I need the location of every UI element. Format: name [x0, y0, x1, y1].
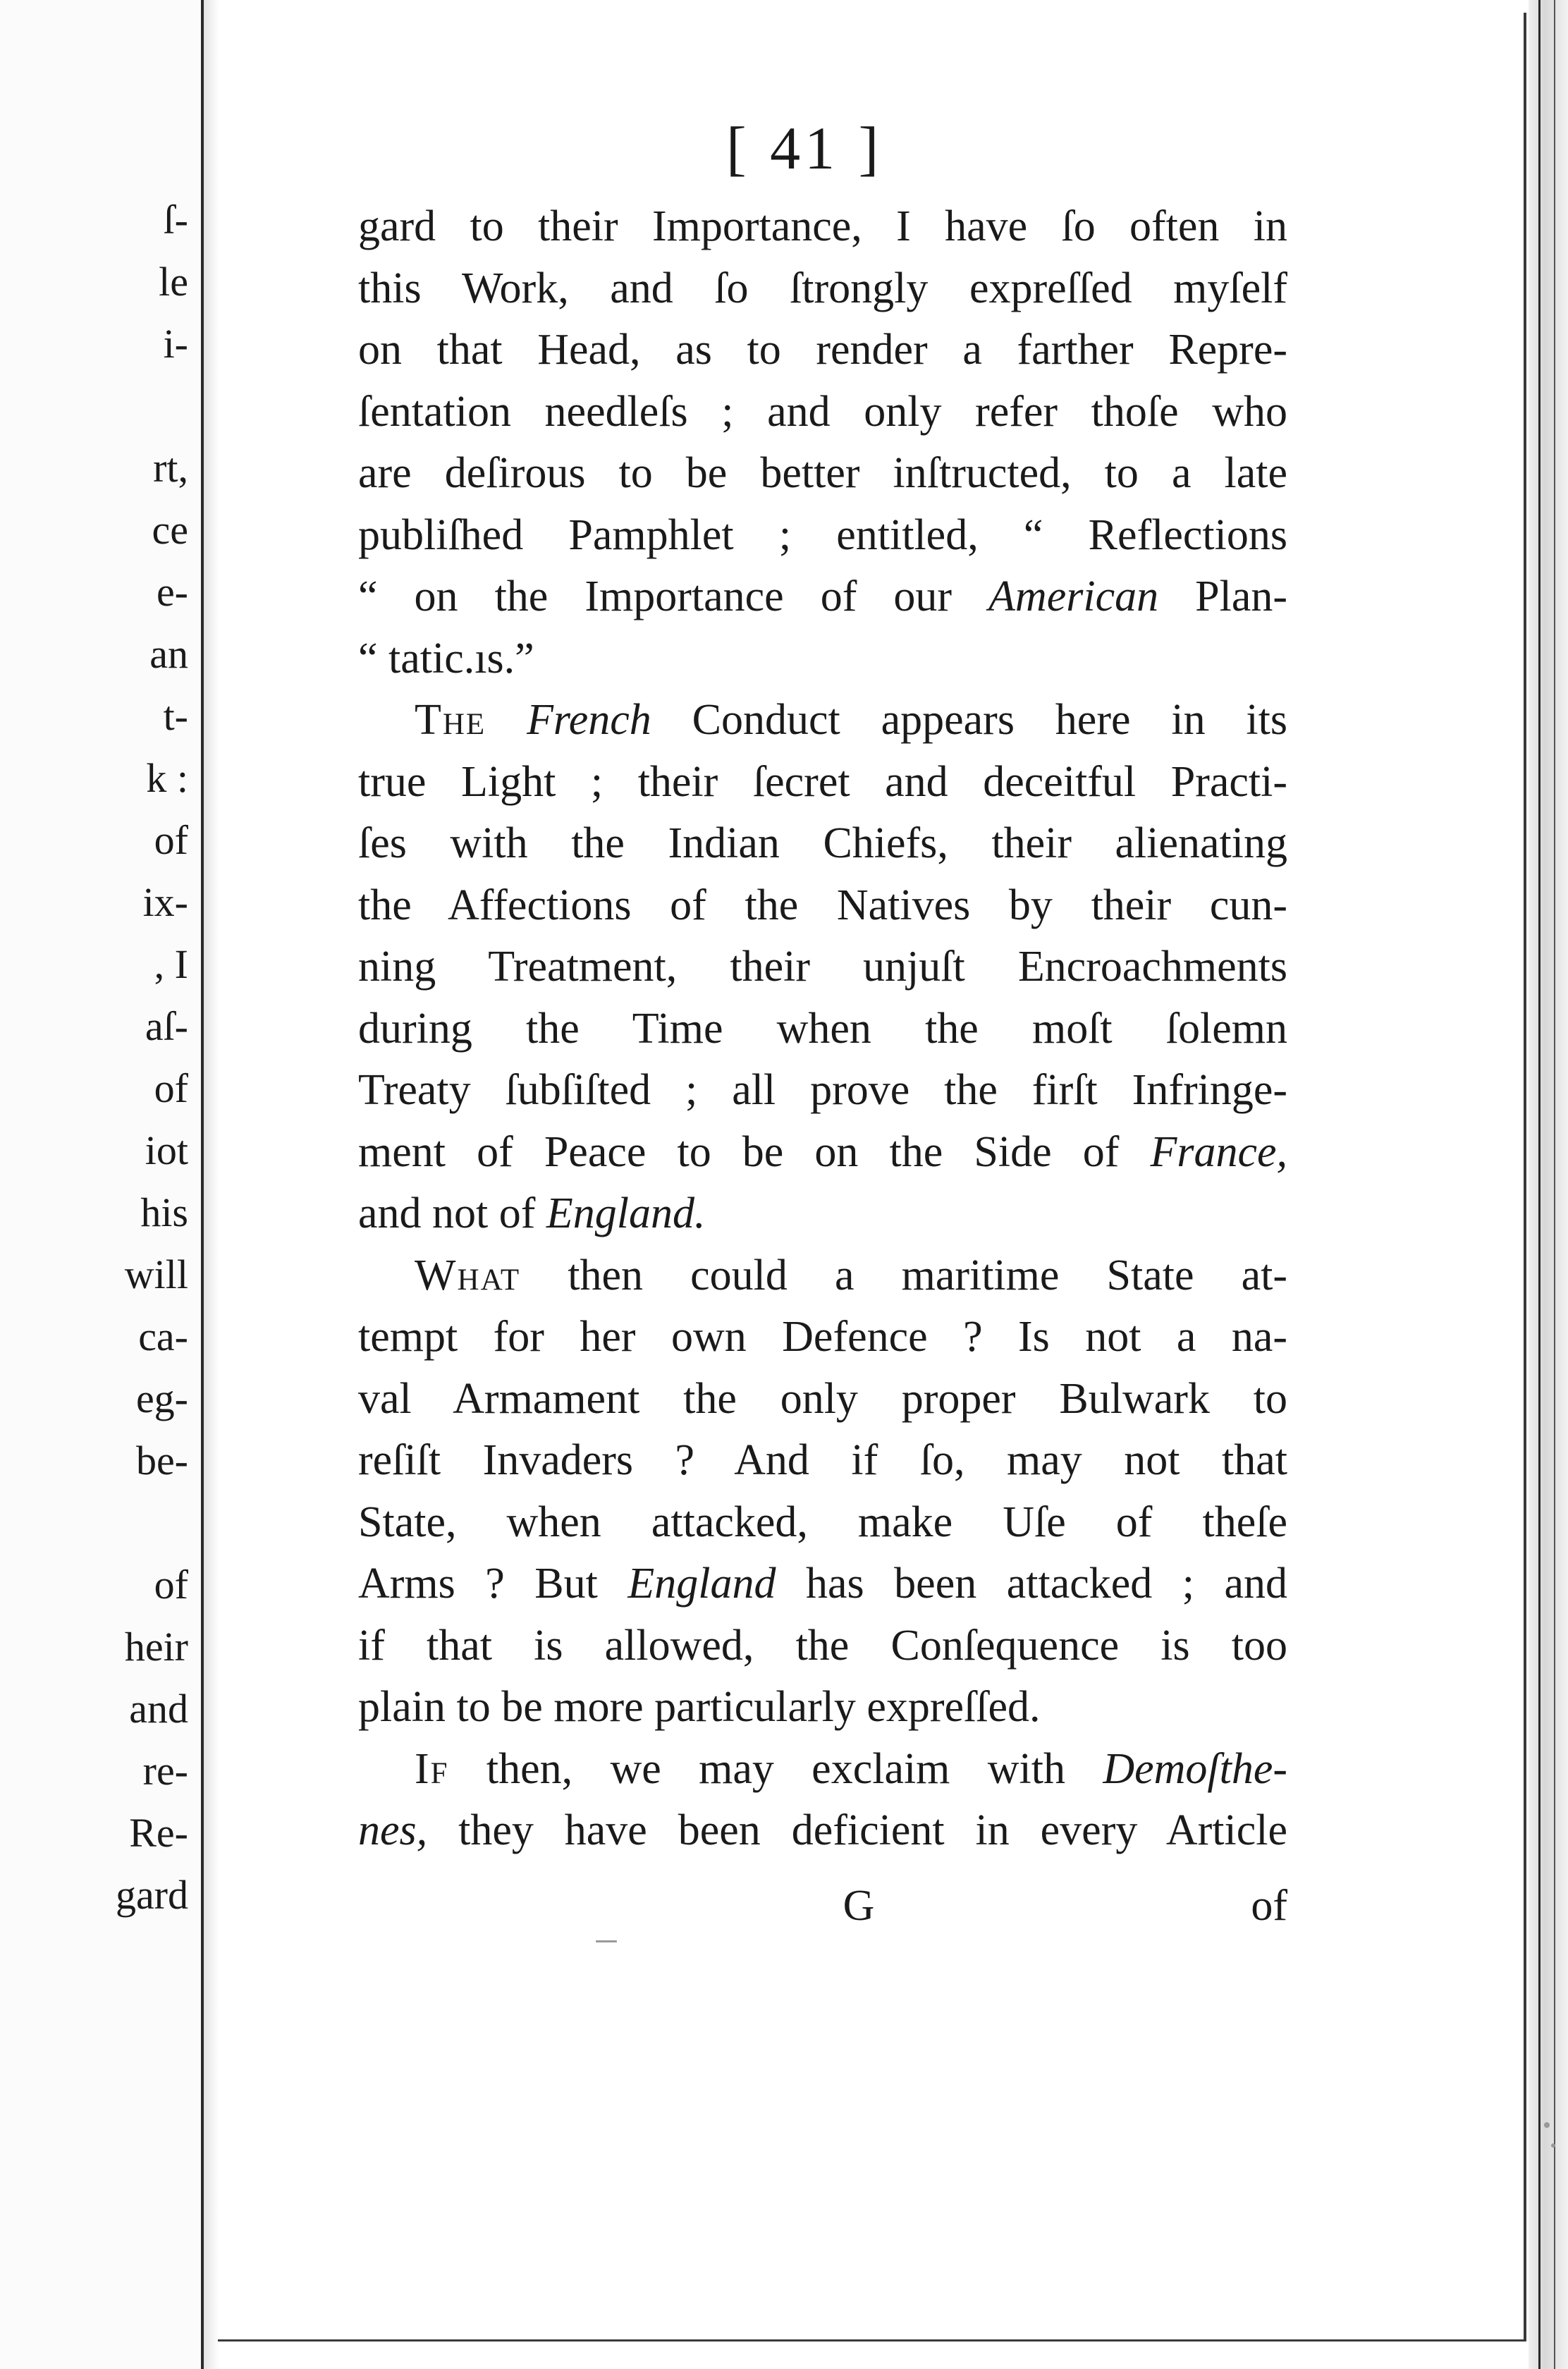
paper-mark — [596, 1940, 617, 1942]
facing-page-text — [5, 189, 188, 1926]
gutter-shadow — [204, 0, 219, 2369]
text-run: true Light ; their ſecret and deceitful Practi- — [358, 757, 1287, 806]
text-run: this Work, and ſo ſtrongly expreſſed myſelf — [358, 264, 1287, 312]
catchword: of — [1251, 1882, 1287, 1930]
text-line — [358, 813, 1287, 875]
text-run: the Affections of the Natives by their cun- — [358, 881, 1287, 929]
text-line — [358, 1739, 1287, 1801]
text-run: ſentation needleſs ; and only refer thoſe who — [358, 387, 1287, 436]
small-caps-text: The — [415, 696, 486, 744]
facing-page-line: and — [129, 1686, 188, 1732]
text-line — [358, 1677, 1287, 1739]
text-run: plain to be more particularly expreſſed. — [358, 1683, 1041, 1731]
italic-text: American — [988, 573, 1159, 620]
text-run: ment of Peace to be on the Side of — [358, 1127, 1151, 1176]
text-run: “ tatic.ıs.” — [358, 634, 534, 682]
facing-page-line: heir — [124, 1624, 188, 1670]
text-line — [358, 690, 1287, 752]
facing-page-line: ſ- — [163, 197, 188, 243]
text-run: ſes with the Indian Chiefs, their alienating — [358, 819, 1287, 867]
text-line — [358, 1122, 1287, 1184]
facing-page-line — [5, 1492, 188, 1554]
text-line — [358, 505, 1287, 567]
italic-text: England. — [546, 1189, 706, 1237]
small-caps-text: What — [415, 1251, 521, 1299]
text-line — [358, 752, 1287, 814]
text-run: tempt for her own Defence ? Is not a na- — [358, 1313, 1287, 1361]
text-line — [358, 1430, 1287, 1492]
facing-page-line: of — [154, 1065, 188, 1111]
facing-page-line: le — [159, 259, 188, 305]
text-run: reſiſt Invaders ? And if ſo, may not that — [358, 1436, 1287, 1484]
text-line — [358, 1615, 1287, 1677]
facing-page-line: k : — [146, 755, 188, 801]
facing-page-line: Re- — [129, 1810, 188, 1856]
facing-page-line: his — [140, 1189, 188, 1235]
text-run: on that Head, as to render a farther Repre- — [358, 326, 1287, 374]
text-run: State, when attacked, make Uſe of theſe — [358, 1498, 1287, 1546]
paper-speck — [1551, 2143, 1555, 2148]
text-line — [358, 1060, 1287, 1122]
text-run: are deſirous to be better inſtructed, to a late — [358, 449, 1287, 497]
italic-text: England — [627, 1560, 776, 1608]
text-run: and not of — [358, 1189, 546, 1237]
text-run: then could a maritime State at- — [520, 1251, 1287, 1299]
facing-page-line: eg- — [135, 1376, 188, 1421]
text-line — [358, 196, 1287, 258]
facing-page-line: an — [149, 631, 188, 677]
text-line — [358, 381, 1287, 443]
text-line — [358, 258, 1287, 320]
facing-page-line: e- — [156, 569, 188, 615]
page-edge — [1529, 0, 1568, 2369]
signature-mark: G — [843, 1882, 875, 1930]
text-run: has been attacked ; and — [776, 1560, 1287, 1608]
text-run: if that is allowed, the Conſequence is too — [358, 1621, 1287, 1670]
text-run: publiſhed Pamphlet ; entitled, “ Reflections — [358, 510, 1287, 559]
facing-page-line: i- — [163, 321, 188, 367]
italic-text: Demoſthe- — [1103, 1744, 1287, 1793]
body-text — [358, 196, 1287, 1862]
facing-page-line: ca- — [138, 1314, 188, 1359]
text-line — [358, 1183, 1287, 1245]
facing-page-line: gard — [115, 1872, 188, 1918]
text-line — [358, 443, 1287, 505]
text-line — [358, 566, 1287, 628]
facing-page-line: will — [124, 1251, 188, 1297]
text-run: Treaty ſubſiſted ; all prove the firſt Infringe- — [358, 1066, 1287, 1114]
text-line — [358, 875, 1287, 937]
page-number-header: [ 41 ] — [726, 114, 883, 182]
text-line — [358, 1306, 1287, 1369]
italic-text: France, — [1150, 1127, 1287, 1176]
text-run — [486, 696, 527, 744]
text-run: Arms ? But — [358, 1560, 628, 1608]
small-caps-text: If — [415, 1744, 449, 1793]
text-line — [358, 319, 1287, 381]
facing-page-line: be- — [135, 1438, 188, 1483]
text-line — [358, 1553, 1287, 1615]
italic-text: French — [527, 696, 651, 744]
facing-page-line: ce — [152, 507, 188, 553]
text-run: gard to their Importance, I have ſo often in — [358, 202, 1287, 250]
facing-page-line: re- — [142, 1748, 188, 1794]
text-line — [358, 1492, 1287, 1554]
text-run: then, we may exclaim with — [448, 1744, 1103, 1793]
text-line — [358, 998, 1287, 1060]
text-run: Plan- — [1158, 573, 1287, 620]
text-line — [358, 1369, 1287, 1431]
text-run: Conduct appears here in its — [651, 696, 1287, 744]
facing-page-line: aſ- — [145, 1003, 188, 1049]
facing-page-line: of — [154, 817, 188, 863]
text-line — [358, 936, 1287, 998]
paper-speck — [1544, 2122, 1550, 2128]
facing-page-line: iot — [145, 1127, 188, 1173]
text-line — [358, 1245, 1287, 1307]
page-footer — [358, 1874, 1287, 1938]
italic-text: nes, — [358, 1806, 428, 1854]
text-line — [358, 1800, 1287, 1862]
text-run: “ on the Importance of our — [358, 573, 989, 620]
facing-page-line: ix- — [142, 879, 188, 925]
facing-page-line: rt, — [153, 445, 188, 491]
facing-page-line: t- — [163, 693, 188, 739]
text-run: ning Treatment, their unjuſt Encroachments — [358, 943, 1287, 991]
text-line — [358, 628, 1287, 690]
text-run: they have been deficient in every Article — [427, 1806, 1287, 1854]
facing-page-line — [5, 375, 188, 437]
facing-page-line: of — [154, 1562, 188, 1608]
text-run: during the Time when the moſt ſolemn — [358, 1004, 1287, 1053]
facing-page — [0, 0, 204, 2369]
text-run: val Armament the only proper Bulwark to — [358, 1374, 1287, 1423]
facing-page-line: , I — [154, 941, 188, 987]
